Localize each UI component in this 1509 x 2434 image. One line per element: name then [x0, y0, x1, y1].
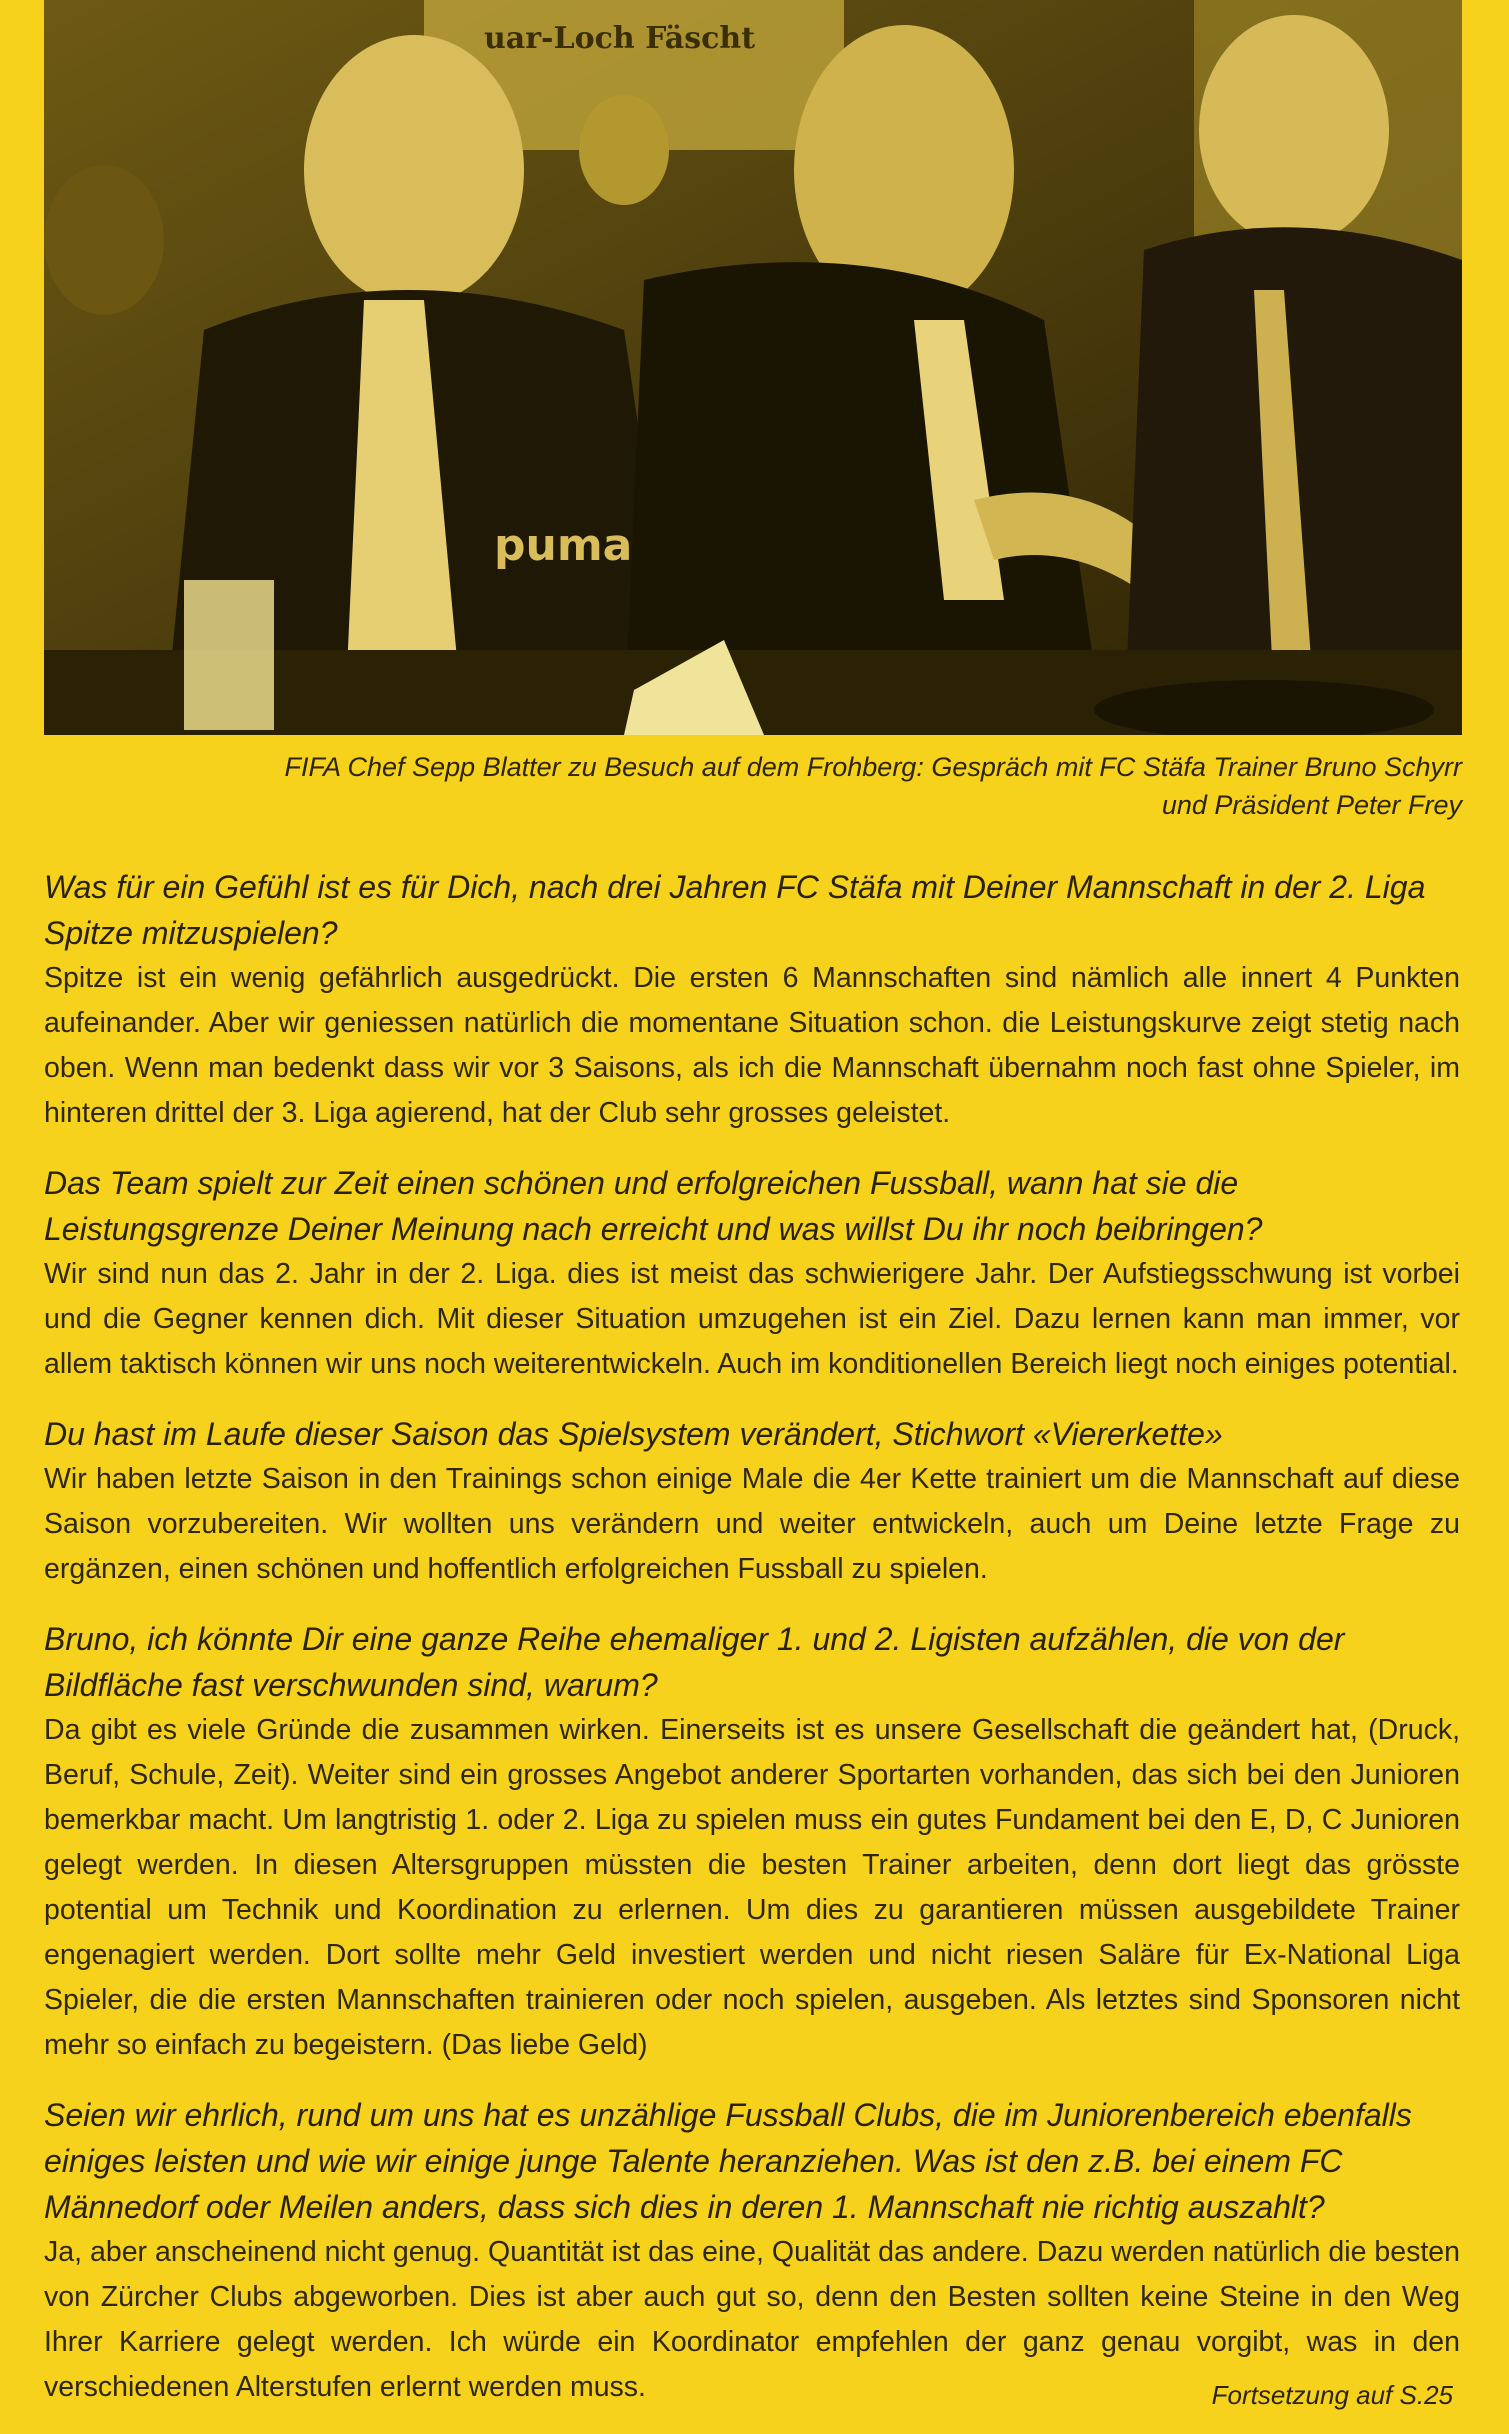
photo-caption	[44, 748, 1462, 824]
interview-answer: Wir haben letzte Saison in den Trainings schon einige Male die 4er Kette trainiert um die Mannschaft auf diese Saison vorzubereiten. Wir wollten uns verändern und weiter entwickeln, auch um Deine letzte Frage zu ergänzen, einen schönen und hoffentlich erfolgreichen Fussball zu spielen.	[44, 1463, 1460, 1585]
photo-illustration	[44, 0, 1462, 735]
caption-line-2: und Präsident Peter Frey	[1161, 790, 1462, 820]
event-photo	[44, 0, 1462, 735]
interview-question: Seien wir ehrlich, rund um uns hat es unzählige Fussball Clubs, die im Juniorenbereich ebenfalls einiges leisten und wie wir einige junge Talente heranziehen. Was ist den z.B. bei einem FC Männedorf oder Meilen anders, dass sich dies in deren 1. Mannschaft nie richtig auszahlt?	[44, 2097, 1412, 2225]
interview-answer: Spitze ist ein wenig gefährlich ausgedrückt. Die ersten 6 Mannschaften sind nämlich alle innert 4 Punkten aufeinander. Aber wir geniessen natürlich die momentane Situation schon. die Leistungskurve zeigt stetig nach oben. Wenn man bedenkt dass wir vor 3 Saisons, als ich die Mannschaft übernahm noch fast ohne Spieler, im hinteren drittel der 3. Liga agierend, hat der Club sehr grosses geleistet.	[44, 962, 1460, 1129]
glass	[184, 580, 274, 730]
interview-question: Das Team spielt zur Zeit einen schönen und erfolgreichen Fussball, wann hat sie die Leistungsgrenze Deiner Meinung nach erreicht und was willst Du ihr noch beibringen?	[44, 1165, 1263, 1247]
qa-block	[44, 1411, 1460, 1592]
continuation-note: Fortsetzung auf S.25	[1211, 2380, 1453, 2410]
interview-answer: Wir sind nun das 2. Jahr in der 2. Liga. dies ist meist das schwierigere Jahr. Der Aufstiegsschwung ist vorbei und die Gegner kennen dich. Mit dieser Situation umzugehen ist ein Ziel. Dazu lernen kann man immer, vor allem taktisch können wir uns noch weiterentwickeln. Auch im konditionellen Bereich liegt noch einiges potential.	[44, 1258, 1460, 1380]
interview-answer: Ja, aber anscheinend nicht genug. Quantität ist das eine, Qualität das andere. Dazu werden natürlich die besten von Zürcher Clubs abgeworben. Dies ist aber auch gut so, denn den Besten sollten keine Steine in den Weg Ihrer Karriere gelegt werden. Ich würde ein Koordinator empfehlen der ganz genau vorgibt, was in den verschiedenen Alterstufen erlernt werden muss.	[44, 2236, 1460, 2403]
qa-block	[44, 864, 1460, 1136]
interview-question: Was für ein Gefühl ist es für Dich, nach drei Jahren FC Stäfa mit Deiner Mannschaft in der 2. Liga Spitze mitzuspielen?	[44, 869, 1426, 951]
interview-question: Bruno, ich könnte Dir eine ganze Reihe ehemaliger 1. und 2. Ligisten aufzählen, die von der Bildfläche fast verschwunden sind, warum?	[44, 1621, 1345, 1703]
interview-question: Du hast im Laufe dieser Saison das Spielsystem verändert, Stichwort «Viererkette»	[44, 1416, 1223, 1452]
qa-block	[44, 2092, 1460, 2410]
caption-line-1: FIFA Chef Sepp Blatter zu Besuch auf dem Frohberg: Gespräch mit FC Stäfa Trainer Bruno Schyrr	[284, 752, 1462, 782]
interview-answer: Da gibt es viele Gründe die zusammen wirken. Einerseits ist es unsere Gesellschaft die geändert hat, (Druck, Beruf, Schule, Zeit). Weiter sind ein grosses Angebot anderer Sportarten vorhanden, das sich bei den Junioren bemerkbar macht. Um langtristig 1. oder 2. Liga zu spielen muss ein gutes Fundament bei den E, D, C Junioren gelegt werden. In diesen Altersgruppen müssten die besten Trainer arbeiten, denn dort liegt das grösste potential um Technik und Koordination zu erlernen. Um dies zu garantieren müssen ausgebildete Trainer engenagiert werden. Dort sollte mehr Geld investiert werden und nicht riesen Saläre für Ex-National Liga Spieler, die die ersten Mannschaften trainieren oder noch spielen, ausgeben. Als letztes sind Sponsoren nicht mehr so einfach zu begeistern. (Das liebe Geld)	[44, 1714, 1460, 2061]
wall-sign-text: uar-Loch Fäscht	[484, 21, 756, 56]
person-right-head	[1199, 15, 1389, 245]
shirt-text: puma	[494, 520, 633, 571]
qa-block	[44, 1160, 1460, 1387]
qa-block	[44, 1616, 1460, 2068]
interview-article	[44, 864, 1460, 2434]
person-left-head	[304, 35, 524, 305]
